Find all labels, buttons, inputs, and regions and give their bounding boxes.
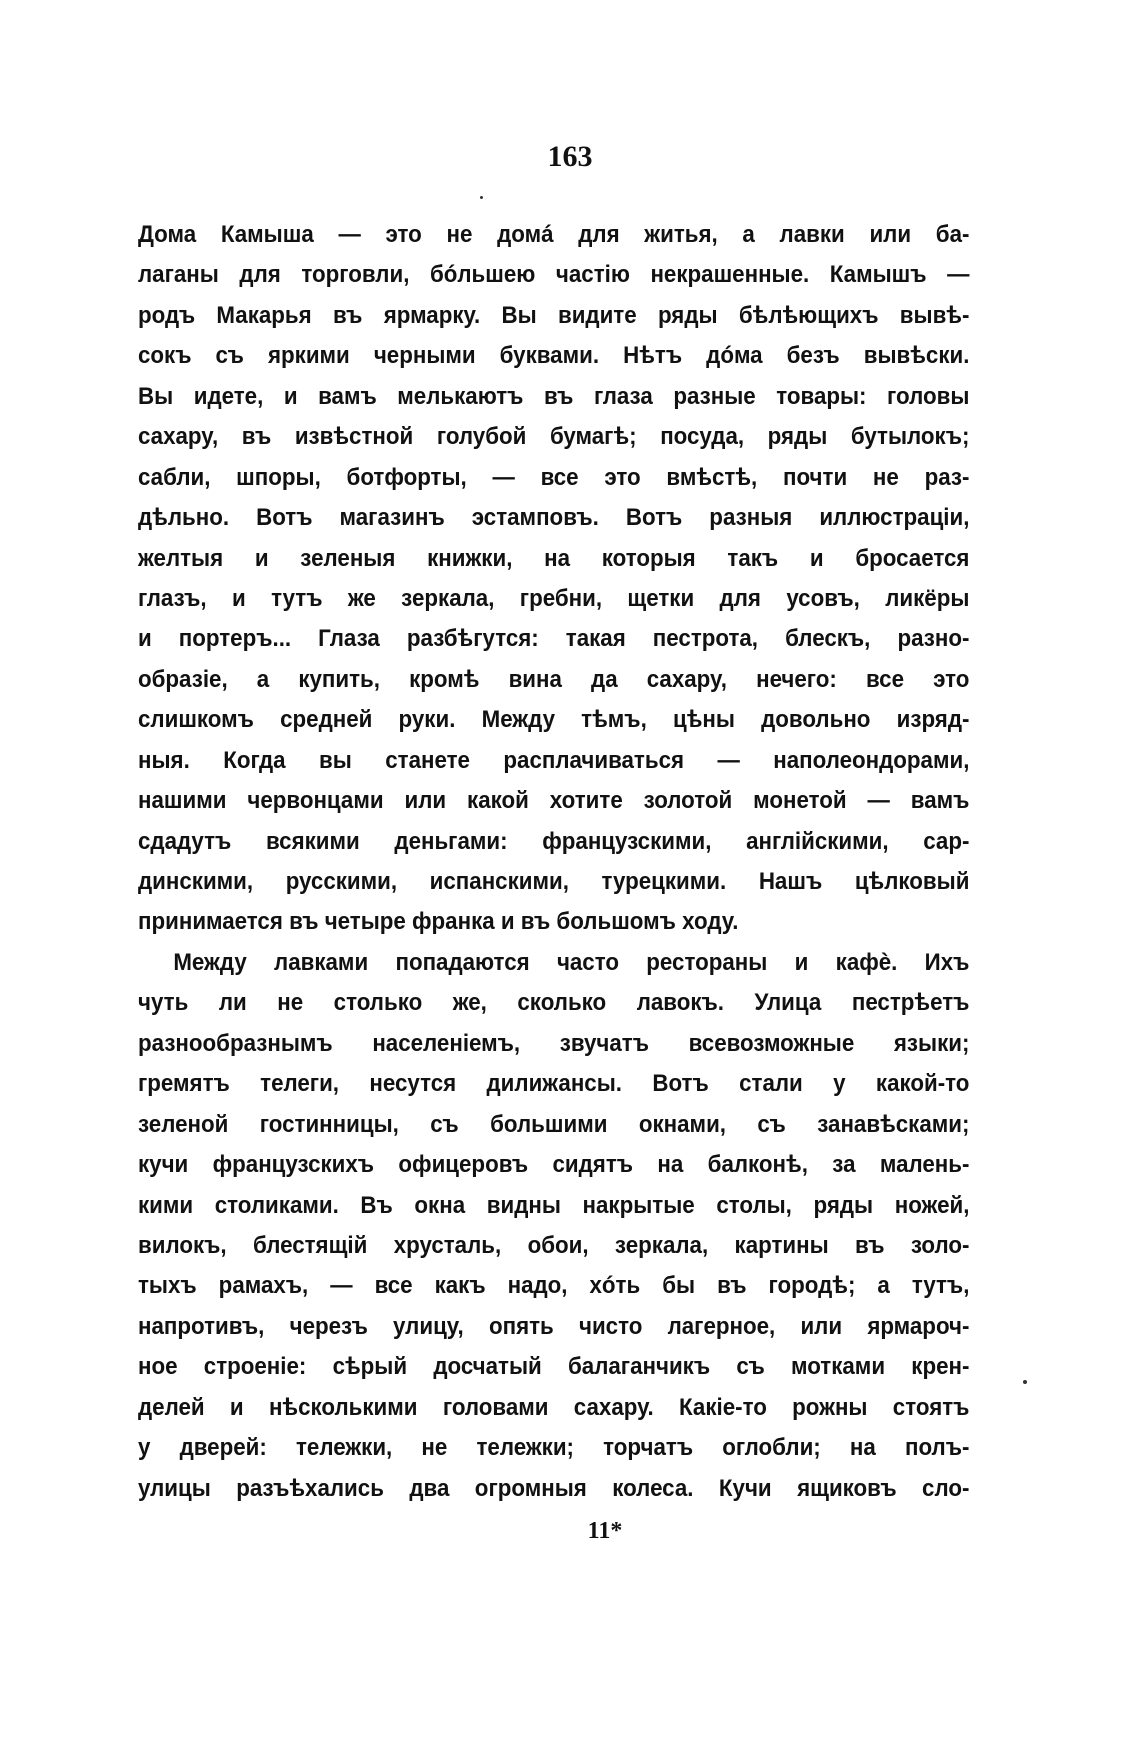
speck-mark [480,196,483,199]
text-line: кучи французскихъ офицеровъ сидятъ на балконѣ, за малень- [138,1151,970,1179]
text-line: лаганы для торговли, бóльшею частію некрашенные. Камышъ — [138,261,970,289]
text-line: тыхъ рамахъ, — все какъ надо, хóть бы въ городѣ; а тутъ, [138,1272,970,1300]
paragraph-1 [138,215,970,943]
text-line: желтыя и зеленыя книжки, на которыя такъ и бросается [138,544,970,572]
body-text [138,215,970,1509]
paragraph-2 [138,943,970,1509]
text-line: образіе, а купить, кромѣ вина да сахару, нечего: все это [138,665,970,693]
text-line: гремятъ телеги, несутся дилижансы. Вотъ стали у какой-то [138,1070,970,1098]
text-line: слишкомъ средней руки. Между тѣмъ, цѣны довольно изряд- [138,706,970,734]
text-line: сокъ съ яркими черными буквами. Нѣтъ дóма безъ вывѣски. [138,342,970,370]
text-line: Вы идете, и вамъ мелькаютъ въ глаза разные товары: головы [138,382,970,410]
text-line: сахару, въ извѣстной голубой бумагѣ; посуда, ряды бутылокъ; [138,423,970,451]
text-line: ныя. Когда вы станете расплачиваться — наполеондорами, [138,746,970,774]
text-line: у дверей: тележки, не тележки; торчатъ оглобли; на полъ- [138,1434,970,1462]
text-line: ное строеніе: сѣрый досчатый балаганчикъ съ мотками крен- [138,1353,970,1381]
text-line: делей и нѣсколькими головами сахару. Какіе-то рожны стоятъ [138,1393,970,1421]
text-line: сдадутъ всякими деньгами: французскими, англійскими, сар- [138,827,970,855]
page-number: 163 [547,140,593,173]
text-line: улицы разъѣхались два огромныя колеса. Кучи ящиковъ сло- [138,1474,970,1502]
text-line: Дома Камыша — это не домá для житья, а лавки или ба- [138,221,970,248]
text-line: динскими, русскими, испанскими, турецкими. Нашъ цѣлковый [138,868,970,895]
text-line: кими столиками. Въ окна видны накрытые столы, ряды ножей, [138,1191,970,1219]
text-line: нашими червонцами или какой хотите золотой монетой — вамъ [138,787,970,815]
text-line: глазъ, и тутъ же зеркала, гребни, щетки для усовъ, ликёры [138,584,970,612]
text-line: сабли, шпоры, ботфорты, — все это вмѣстѣ, почти не раз- [138,463,970,491]
text-line: зеленой гостинницы, съ большими окнами, съ занавѣсками; [138,1110,970,1138]
text-line: чуть ли не столько же, сколько лавокъ. Улица пестрѣетъ [138,989,970,1017]
text-line: Между лавками попадаются часто рестораны и кафè. Ихъ [173,948,970,976]
text-line: дѣльно. Вотъ магазинъ эстамповъ. Вотъ разныя иллюстраціи, [138,504,970,532]
text-line: разнообразнымъ населеніемъ, звучатъ всевозможные языки; [138,1029,970,1057]
signature-mark: 11* [587,1518,623,1544]
text-line: вилокъ, блестящій хрусталь, обои, зеркала, картины въ золо- [138,1231,970,1259]
text-line: напротивъ, черезъ улицу, опять чисто лагерное, или ярмароч- [138,1312,970,1340]
text-line: родъ Макарья въ ярмарку. Вы видите ряды бѣлѣющихъ вывѣ- [138,301,970,329]
text-line: принимается въ четыре франка и въ большомъ ходу. [138,908,739,936]
speck-mark [1023,1380,1027,1384]
text-line: и портеръ... Глаза разбѣгутся: такая пестрота, блескъ, разно- [138,625,970,653]
